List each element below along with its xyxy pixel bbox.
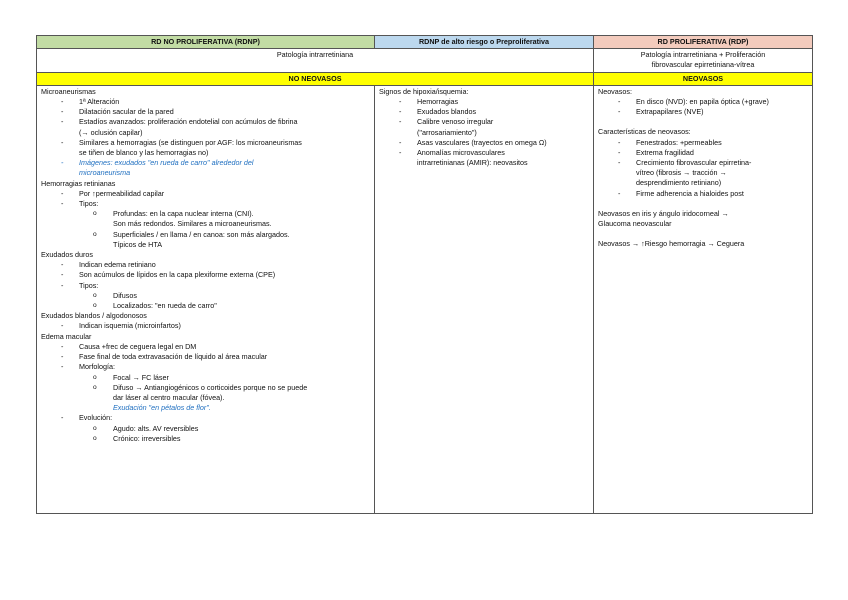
header-preproliferativa: RDNP de alto riesgo o Preproliferativa — [375, 36, 594, 49]
list-item-line: microaneurisma — [79, 168, 131, 178]
list-item-line: Tipos: — [79, 280, 99, 290]
exudados-blandos-list — [41, 321, 370, 331]
subheader-intrarretiniana: Patología intrarretiniana — [37, 49, 594, 72]
list-item-line: se tiñen de blanco y las hemorragias no) — [79, 148, 209, 158]
list-item-line: - Calibre venoso irregular — [417, 117, 494, 127]
section-microaneurismas-title: Microaneurismas — [41, 86, 96, 96]
section-caracteristicas-title: Características de neovasos: — [598, 127, 691, 137]
list-item-line: - Similares a hemorragias (se distinguen por AGF: los microaneurismas — [79, 137, 302, 147]
list-item-line: intrarretinianas (AMIR): neovasitos — [417, 158, 528, 168]
list-item: - Son acúmulos de lípidos en la capa plexiforme externa (CPE) — [57, 270, 370, 280]
list-item: - Indican isquemia (microinfartos) — [57, 321, 370, 331]
exudados-types-list — [79, 291, 370, 311]
edema-evolucion-list — [79, 424, 370, 444]
list-item-line: Tipos: — [79, 199, 99, 209]
sub-list-item: o Focal → FC láser — [91, 373, 370, 383]
sub-list-item-line: o Profundas: en la capa nuclear interna (CNI). — [113, 209, 254, 219]
iris-line-2: Glaucoma neovascular — [598, 219, 672, 229]
section-exudados-blandos-title: Exudados blandos / algodonosos — [41, 311, 147, 321]
section-exudados-duros-title: Exudados duros — [41, 250, 93, 260]
col-rdp-content — [594, 85, 813, 513]
subheader-proliferacion-line2: fibrovascular epirretiniana-vítrea — [651, 60, 755, 70]
sub-list-item-note: Exudación "en pétalos de flor". — [113, 403, 211, 413]
header-rdp: RD PROLIFERATIVA (RDP) — [594, 36, 813, 49]
content-row — [37, 85, 813, 513]
list-item-line: desprendimiento retiniano) — [636, 178, 722, 188]
sub-list-item: o Crónico: irreversibles — [91, 434, 370, 444]
subheader-row — [37, 49, 813, 72]
section-neovasos-title: Neovasos: — [598, 86, 632, 96]
list-item: - Hemorragias — [395, 97, 589, 107]
list-item-line: Morfología: — [79, 362, 115, 372]
sub-list-item-line: dar láser al centro macular (fóvea). — [113, 392, 225, 402]
list-item — [614, 158, 808, 189]
header-rdnp: RD NO PROLIFERATIVA (RDNP) — [37, 36, 375, 49]
band-row — [37, 72, 813, 85]
subheader-proliferacion — [594, 49, 813, 72]
list-item-line: (→ oclusión capilar) — [79, 127, 143, 137]
band-no-neovasos: NO NEOVASOS — [37, 72, 594, 85]
list-item — [57, 281, 370, 312]
list-item: - Dilatación sacular de la pared — [57, 107, 370, 117]
list-item: - Asas vasculares (trayectos en omega Ω) — [395, 138, 589, 148]
list-item: - Por ↑permeabilidad capilar — [57, 189, 370, 199]
spacer — [598, 199, 808, 209]
retinopathy-table — [36, 35, 813, 514]
list-item — [57, 362, 370, 413]
neovasos-list — [598, 97, 808, 117]
spacer — [598, 229, 808, 239]
list-item: - Extrema fragilidad — [614, 148, 808, 158]
sub-list-item-line: o Superficiales / en llama / en canoa: son más alargados. — [113, 229, 290, 239]
list-item-note — [57, 158, 370, 178]
list-item — [395, 117, 589, 137]
list-item: - Exudados blandos — [395, 107, 589, 117]
list-item-line: - Imágenes: exudados "en rueda de carro" alrededor del — [79, 158, 254, 168]
microaneurismas-list — [41, 97, 370, 179]
col-rdnp-content — [37, 85, 375, 513]
list-item-line: - Crecimiento fibrovascular epirretina- — [636, 158, 752, 168]
iris-line-1: Neovasos en iris y ángulo iridocorneal → — [598, 208, 729, 218]
list-item — [57, 199, 370, 250]
hemorragias-types-list — [79, 209, 370, 250]
subheader-proliferacion-line1: Patología intrarretiniana + Proliferación — [640, 50, 766, 60]
spacer — [598, 117, 808, 127]
list-item: - Fenestrados: +permeables — [614, 138, 808, 148]
list-item: - Fase final de toda extravasación de líquido al área macular — [57, 352, 370, 362]
sub-list-item: o Localizados: "en rueda de carro" — [91, 301, 370, 311]
list-item — [57, 117, 370, 137]
sub-list-item — [91, 230, 370, 250]
neovasos-consecuencia: Neovasos → ↑Riesgo hemorragia → Ceguera — [598, 239, 745, 249]
sub-list-item — [91, 209, 370, 229]
list-item — [57, 413, 370, 444]
section-hemorragias-title: Hemorragias retinianas — [41, 178, 116, 188]
list-item: - Extrapapilares (NVE) — [614, 107, 808, 117]
header-row — [37, 36, 813, 49]
section-hipoxia-title: Signos de hipoxia/isquemia: — [379, 86, 469, 96]
list-item-line: Evolución: — [79, 413, 113, 423]
list-item: - Causa +frec de ceguera legal en DM — [57, 342, 370, 352]
list-item: - Firme adherencia a hialoides post — [614, 189, 808, 199]
list-item — [57, 138, 370, 158]
section-edema-title: Edema macular — [41, 331, 92, 341]
edema-list — [41, 342, 370, 444]
exudados-duros-list — [41, 260, 370, 311]
list-item: - Indican edema retiniano — [57, 260, 370, 270]
list-item-line: vítreo (fibrosis → tracción → — [636, 168, 727, 178]
band-neovasos: NEOVASOS — [594, 72, 813, 85]
col-preproliferativa-content — [375, 85, 594, 513]
caracteristicas-list — [598, 138, 808, 199]
sub-list-item-line: Típicos de HTA — [113, 239, 162, 249]
list-item-line: ("arrosariamiento") — [417, 127, 477, 137]
list-item — [395, 148, 589, 168]
list-item-line: - Estadíos avanzados: proliferación endotelial con acúmulos de fibrina — [79, 117, 298, 127]
sub-list-item: o Difusos — [91, 291, 370, 301]
sub-list-item: o Agudo: alts. AV reversibles — [91, 424, 370, 434]
hemorragias-list — [41, 189, 370, 250]
hipoxia-list — [379, 97, 589, 168]
sub-list-item-line: o Difuso → Antiangiogénicos o corticoides porque no se puede — [113, 382, 308, 392]
sub-list-item-line: Son más redondos. Similares a microaneurismas. — [113, 219, 272, 229]
list-item: - 1ª Alteración — [57, 97, 370, 107]
sub-list-item — [91, 383, 370, 414]
list-item-line: - Anomalías microvasculares — [417, 148, 505, 158]
edema-morfologia-list — [79, 373, 370, 414]
list-item: - En disco (NVD): en papila óptica (+grave) — [614, 97, 808, 107]
